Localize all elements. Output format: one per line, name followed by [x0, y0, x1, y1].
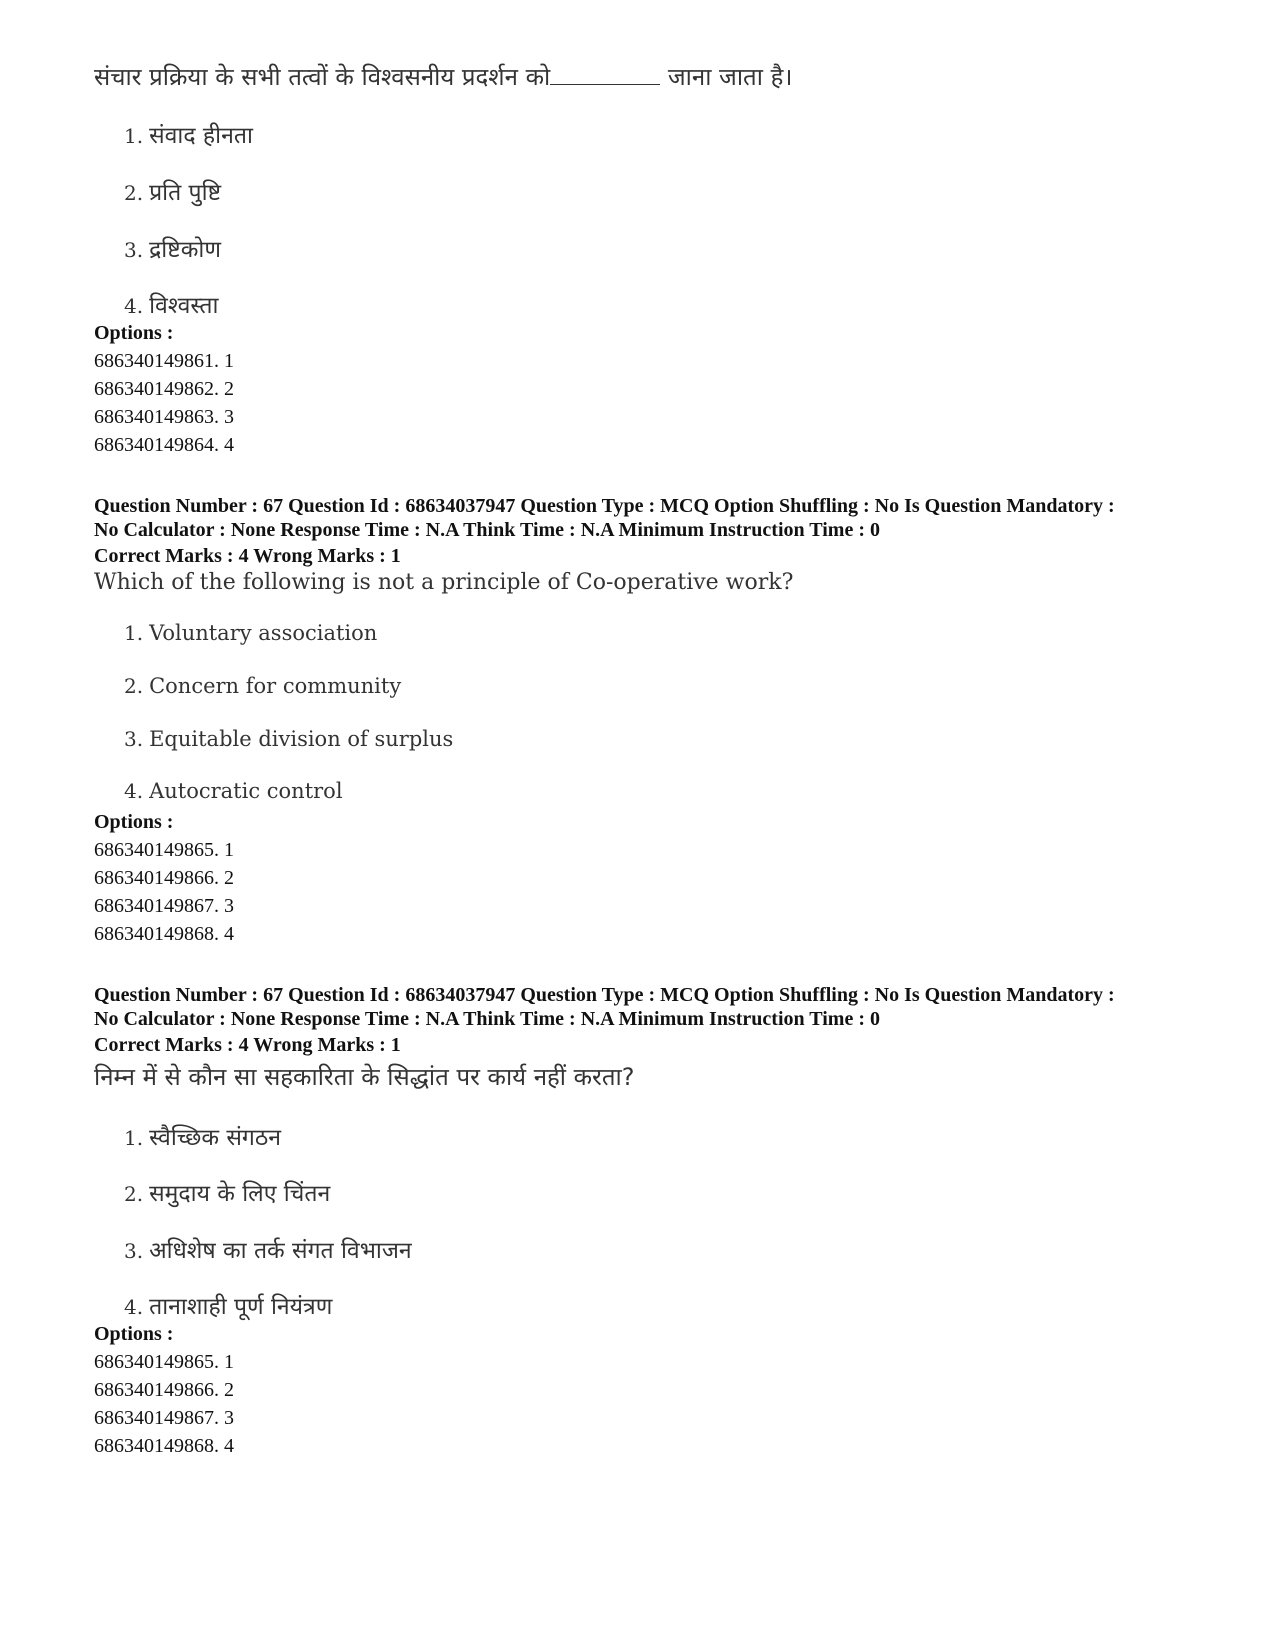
- choice-item: [124, 1120, 281, 1152]
- option-id-line: 686340149868. 4: [94, 923, 234, 945]
- choice-item: [124, 1289, 332, 1321]
- option-id-line: 686340149865. 1: [94, 839, 234, 861]
- question-block-1: [94, 0, 1204, 480]
- option-id-line: 686340149865. 1: [94, 1351, 234, 1373]
- option-id-line: 686340149863. 3: [94, 406, 234, 428]
- choice-text: Voluntary association: [149, 621, 378, 645]
- question-meta-line: No Calculator : None Response Time : N.A Think Time : N.A Minimum Instruction Time : 0: [94, 1008, 880, 1030]
- option-id-line: 686340149867. 3: [94, 895, 234, 917]
- choice-text: Equitable division of surplus: [149, 727, 454, 751]
- choice-number: 2.: [124, 1182, 144, 1206]
- question-meta: [94, 983, 1115, 1031]
- choice-number: 1.: [124, 1126, 144, 1150]
- choice-number: 3.: [124, 238, 144, 262]
- question-meta-line: Question Number : 67 Question Id : 68634037947 Question Type : MCQ Option Shuffling : No Is Question Mandatory :: [94, 495, 1115, 517]
- question-text: Which of the following is not a principle of Co-operative work?: [94, 570, 794, 595]
- question-block-3: [94, 983, 1204, 1483]
- option-id-line: 686340149866. 2: [94, 867, 234, 889]
- choice-text: Autocratic control: [149, 779, 343, 803]
- choice-number: 2.: [124, 181, 144, 205]
- choice-number: 1.: [124, 124, 144, 148]
- choice-text: अधिशेष का तर्क संगत विभाजन: [149, 1238, 412, 1264]
- choice-number: 4.: [124, 779, 144, 803]
- choice-text: Concern for community: [149, 674, 402, 698]
- choice-number: 4.: [124, 1295, 144, 1319]
- choice-item: [124, 175, 221, 207]
- choice-item: [124, 232, 221, 264]
- choice-text: द्रष्टिकोण: [149, 237, 221, 263]
- choice-text: स्वैच्छिक संगठन: [149, 1125, 281, 1151]
- choice-text: समुदाय के लिए चिंतन: [149, 1181, 331, 1207]
- choice-number: 2.: [124, 674, 144, 698]
- choice-item: [124, 288, 218, 320]
- option-id-line: 686340149867. 3: [94, 1407, 234, 1429]
- question-meta: [94, 494, 1115, 542]
- choice-item: [124, 621, 377, 645]
- choice-number: 4.: [124, 294, 144, 318]
- choice-number: 1.: [124, 621, 144, 645]
- choice-item: [124, 779, 343, 803]
- choice-number: 3.: [124, 727, 144, 751]
- question-marks: Correct Marks : 4 Wrong Marks : 1: [94, 1034, 401, 1056]
- option-id-line: 686340149862. 2: [94, 378, 234, 400]
- choice-text: तानाशाही पूर्ण नियंत्रण: [149, 1294, 333, 1320]
- option-id-line: 686340149866. 2: [94, 1379, 234, 1401]
- question-meta-line: Question Number : 67 Question Id : 68634037947 Question Type : MCQ Option Shuffling : No Is Question Mandatory :: [94, 984, 1115, 1006]
- question-block-2: [94, 494, 1204, 954]
- options-heading: Options :: [94, 322, 174, 344]
- choice-item: [124, 1233, 412, 1265]
- question-text: [94, 62, 792, 91]
- options-heading: Options :: [94, 1323, 174, 1345]
- choice-item: [124, 118, 253, 150]
- choice-text: विश्वस्ता: [149, 293, 219, 319]
- choice-item: [124, 727, 453, 751]
- question-marks: Correct Marks : 4 Wrong Marks : 1: [94, 545, 401, 567]
- question-text-part: जाना जाता है।: [660, 63, 793, 91]
- question-meta-line: No Calculator : None Response Time : N.A Think Time : N.A Minimum Instruction Time : 0: [94, 519, 880, 541]
- options-heading: Options :: [94, 811, 174, 833]
- option-id-line: 686340149861. 1: [94, 350, 234, 372]
- question-text-part: संचार प्रक्रिया के सभी तत्वों के विश्वसनीय प्रदर्शन को: [94, 63, 551, 91]
- choice-item: [124, 1176, 330, 1208]
- option-id-line: 686340149868. 4: [94, 1435, 234, 1457]
- question-text: निम्न में से कौन सा सहकारिता के सिद्धांत पर कार्य नहीं करता?: [94, 1063, 635, 1091]
- choice-text: संवाद हीनता: [149, 123, 253, 149]
- choice-item: [124, 674, 401, 698]
- fill-blank: [550, 62, 660, 85]
- option-id-line: 686340149864. 4: [94, 434, 234, 456]
- choice-number: 3.: [124, 1239, 144, 1263]
- choice-text: प्रति पुष्टि: [149, 180, 222, 206]
